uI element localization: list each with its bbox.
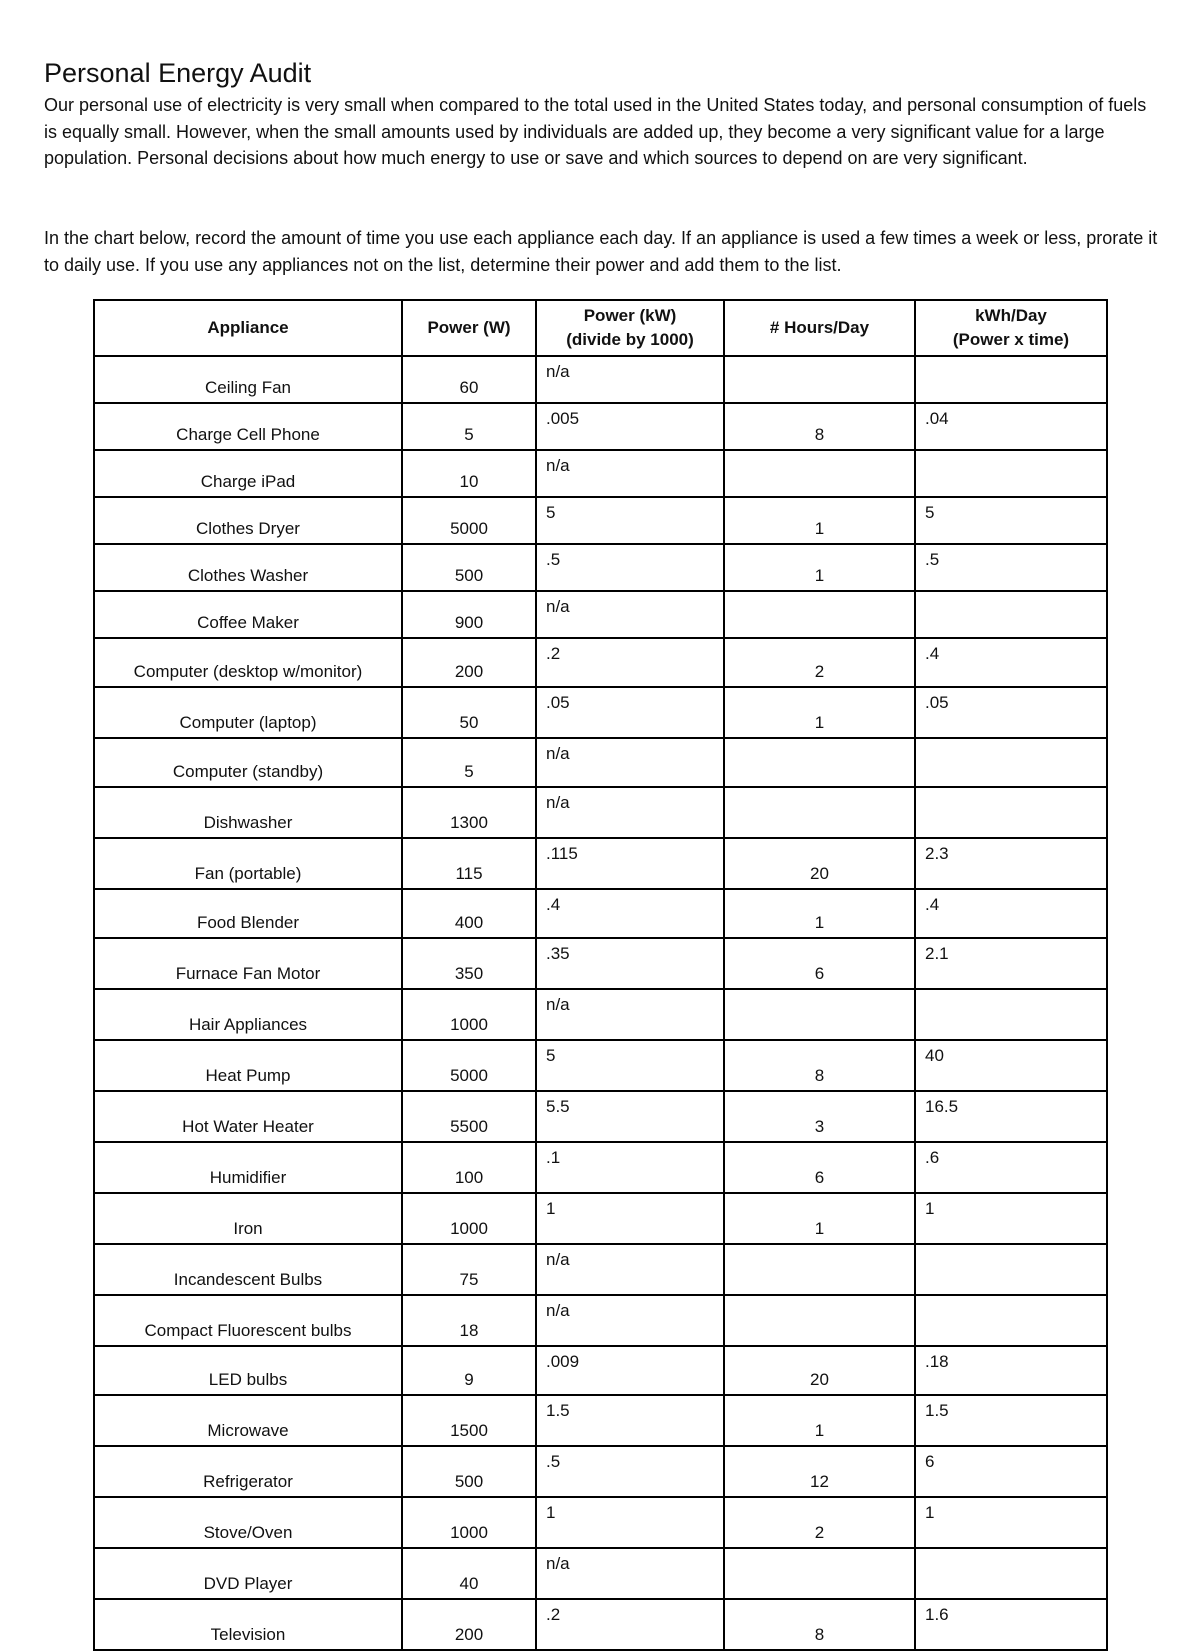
kwh-per-day-cell xyxy=(915,989,1107,1040)
appliance-cell: Charge Cell Phone xyxy=(94,403,402,450)
table-row xyxy=(94,1497,1107,1548)
appliance-cell: Furnace Fan Motor xyxy=(94,938,402,989)
power-w-cell: 115 xyxy=(402,838,536,889)
table-row xyxy=(94,738,1107,787)
hours-per-day-cell xyxy=(724,1548,915,1599)
kwh-per-day-cell: 5 xyxy=(915,497,1107,544)
table-row xyxy=(94,450,1107,497)
hours-per-day-cell: 1 xyxy=(724,544,915,591)
intro-paragraph: Our personal use of electricity is very small when compared to the total used in the United States today, and personal consumption of fuels is equally small. However, when the small amounts used by individuals are added up, they become a very significant value for a large population. Personal decisions about how much energy to use or save and which sources to depend on are very significant. xyxy=(44,95,1147,168)
kwh-per-day-cell: 6 xyxy=(915,1446,1107,1497)
power-kw-cell: 1 xyxy=(536,1193,724,1244)
kwh-per-day-cell: 40 xyxy=(915,1040,1107,1091)
hours-per-day-cell: 1 xyxy=(724,687,915,738)
power-kw-cell: n/a xyxy=(536,787,724,838)
kwh-per-day-cell: 1.6 xyxy=(915,1599,1107,1650)
kwh-per-day-cell: 1.5 xyxy=(915,1395,1107,1446)
power-w-cell: 1300 xyxy=(402,787,536,838)
appliance-cell: Fan (portable) xyxy=(94,838,402,889)
power-w-cell: 5000 xyxy=(402,497,536,544)
power-kw-cell: .115 xyxy=(536,838,724,889)
kwh-per-day-cell: 2.3 xyxy=(915,838,1107,889)
power-w-cell: 60 xyxy=(402,356,536,403)
power-kw-cell: n/a xyxy=(536,591,724,638)
kwh-per-day-cell: .4 xyxy=(915,889,1107,938)
header-power-kw xyxy=(536,300,724,356)
header-power-w: Power (W) xyxy=(402,300,536,356)
appliance-cell: Refrigerator xyxy=(94,1446,402,1497)
power-w-cell: 9 xyxy=(402,1346,536,1395)
header-appliance: Appliance xyxy=(94,300,402,356)
table-row xyxy=(94,787,1107,838)
power-w-cell: 100 xyxy=(402,1142,536,1193)
hours-per-day-cell: 20 xyxy=(724,1346,915,1395)
kwh-per-day-cell: 16.5 xyxy=(915,1091,1107,1142)
power-kw-cell: n/a xyxy=(536,989,724,1040)
appliance-cell: Television xyxy=(94,1599,402,1650)
appliance-cell: DVD Player xyxy=(94,1548,402,1599)
power-kw-cell: 5 xyxy=(536,497,724,544)
power-kw-cell: .2 xyxy=(536,638,724,687)
kwh-per-day-cell: .4 xyxy=(915,638,1107,687)
hours-per-day-cell: 6 xyxy=(724,1142,915,1193)
kwh-per-day-cell: 2.1 xyxy=(915,938,1107,989)
hours-per-day-cell: 1 xyxy=(724,1193,915,1244)
table-body xyxy=(94,356,1107,1650)
hours-per-day-cell xyxy=(724,450,915,497)
power-kw-cell: .1 xyxy=(536,1142,724,1193)
table-row xyxy=(94,1599,1107,1650)
table-row xyxy=(94,838,1107,889)
kwh-per-day-cell xyxy=(915,1295,1107,1346)
power-kw-cell: .05 xyxy=(536,687,724,738)
power-w-cell: 500 xyxy=(402,544,536,591)
table-row xyxy=(94,1446,1107,1497)
kwh-per-day-cell xyxy=(915,787,1107,838)
power-w-cell: 350 xyxy=(402,938,536,989)
table-row xyxy=(94,1142,1107,1193)
appliance-cell: Food Blender xyxy=(94,889,402,938)
hours-per-day-cell: 20 xyxy=(724,838,915,889)
power-w-cell: 1000 xyxy=(402,989,536,1040)
power-w-cell: 75 xyxy=(402,1244,536,1295)
table-row xyxy=(94,687,1107,738)
power-kw-cell: n/a xyxy=(536,450,724,497)
appliance-cell: Stove/Oven xyxy=(94,1497,402,1548)
power-kw-cell: n/a xyxy=(536,1295,724,1346)
appliance-cell: Coffee Maker xyxy=(94,591,402,638)
power-w-cell: 18 xyxy=(402,1295,536,1346)
power-w-cell: 900 xyxy=(402,591,536,638)
power-kw-cell: 1.5 xyxy=(536,1395,724,1446)
table-row xyxy=(94,1193,1107,1244)
hours-per-day-cell: 1 xyxy=(724,889,915,938)
hours-per-day-cell xyxy=(724,591,915,638)
appliance-cell: Heat Pump xyxy=(94,1040,402,1091)
power-kw-cell: 1 xyxy=(536,1497,724,1548)
appliance-cell: Computer (desktop w/monitor) xyxy=(94,638,402,687)
appliance-cell: Humidifier xyxy=(94,1142,402,1193)
appliance-cell: Microwave xyxy=(94,1395,402,1446)
power-w-cell: 500 xyxy=(402,1446,536,1497)
power-w-cell: 200 xyxy=(402,638,536,687)
kwh-per-day-cell xyxy=(915,738,1107,787)
power-w-cell: 1000 xyxy=(402,1497,536,1548)
header-power-kw-line2: (divide by 1000) xyxy=(566,330,694,349)
kwh-per-day-cell: .5 xyxy=(915,544,1107,591)
hours-per-day-cell: 8 xyxy=(724,1040,915,1091)
appliance-cell: Iron xyxy=(94,1193,402,1244)
table-row xyxy=(94,989,1107,1040)
kwh-per-day-cell xyxy=(915,450,1107,497)
power-kw-cell: .009 xyxy=(536,1346,724,1395)
table-row xyxy=(94,1395,1107,1446)
kwh-per-day-cell: .6 xyxy=(915,1142,1107,1193)
table-row xyxy=(94,1091,1107,1142)
hours-per-day-cell: 3 xyxy=(724,1091,915,1142)
appliance-cell: Charge iPad xyxy=(94,450,402,497)
table-row xyxy=(94,638,1107,687)
hours-per-day-cell xyxy=(724,1295,915,1346)
power-w-cell: 5 xyxy=(402,403,536,450)
table-row xyxy=(94,1244,1107,1295)
power-w-cell: 200 xyxy=(402,1599,536,1650)
table-row xyxy=(94,1295,1107,1346)
header-kwh-line1: kWh/Day xyxy=(975,306,1047,325)
kwh-per-day-cell xyxy=(915,356,1107,403)
power-w-cell: 1500 xyxy=(402,1395,536,1446)
power-w-cell: 50 xyxy=(402,687,536,738)
power-kw-cell: .5 xyxy=(536,1446,724,1497)
appliance-cell: Hot Water Heater xyxy=(94,1091,402,1142)
page-title: Personal Energy Audit xyxy=(44,58,312,88)
table-row xyxy=(94,1040,1107,1091)
table-row xyxy=(94,591,1107,638)
power-w-cell: 5500 xyxy=(402,1091,536,1142)
kwh-per-day-cell xyxy=(915,591,1107,638)
appliance-cell: Incandescent Bulbs xyxy=(94,1244,402,1295)
hours-per-day-cell xyxy=(724,356,915,403)
hours-per-day-cell: 1 xyxy=(724,497,915,544)
appliance-cell: Computer (laptop) xyxy=(94,687,402,738)
power-kw-cell: .5 xyxy=(536,544,724,591)
appliance-cell: LED bulbs xyxy=(94,1346,402,1395)
header-kwh-line2: (Power x time) xyxy=(952,330,1070,349)
hours-per-day-cell: 1 xyxy=(724,1395,915,1446)
table-header-row xyxy=(94,300,1107,356)
power-kw-cell: 5.5 xyxy=(536,1091,724,1142)
kwh-per-day-cell: 1 xyxy=(915,1193,1107,1244)
power-kw-cell: .2 xyxy=(536,1599,724,1650)
hours-per-day-cell xyxy=(724,738,915,787)
appliance-cell: Hair Appliances xyxy=(94,989,402,1040)
power-w-cell: 10 xyxy=(402,450,536,497)
power-kw-cell: n/a xyxy=(536,738,724,787)
table-row xyxy=(94,1548,1107,1599)
table-row xyxy=(94,1346,1107,1395)
hours-per-day-cell: 2 xyxy=(724,1497,915,1548)
power-kw-cell: 5 xyxy=(536,1040,724,1091)
table-row xyxy=(94,938,1107,989)
hours-per-day-cell xyxy=(724,1244,915,1295)
table-row xyxy=(94,889,1107,938)
hours-per-day-cell: 2 xyxy=(724,638,915,687)
instructions-paragraph: In the chart below, record the amount of time you use each appliance each day. If an appliance is used a few times a week or less, prorate it to daily use. If you use any appliances not on the list, determine their power and add them to the list. xyxy=(44,228,1158,275)
hours-per-day-cell xyxy=(724,989,915,1040)
energy-audit-table xyxy=(93,299,1108,1651)
hours-per-day-cell: 6 xyxy=(724,938,915,989)
kwh-per-day-cell: .05 xyxy=(915,687,1107,738)
appliance-cell: Compact Fluorescent bulbs xyxy=(94,1295,402,1346)
table-row xyxy=(94,356,1107,403)
kwh-per-day-cell: .04 xyxy=(915,403,1107,450)
header-power-kw-line1: Power (kW) xyxy=(583,306,677,325)
hours-per-day-cell: 8 xyxy=(724,403,915,450)
kwh-per-day-cell: 1 xyxy=(915,1497,1107,1548)
kwh-per-day-cell xyxy=(915,1244,1107,1295)
appliance-cell: Ceiling Fan xyxy=(94,356,402,403)
appliance-cell: Clothes Washer xyxy=(94,544,402,591)
power-kw-cell: .005 xyxy=(536,403,724,450)
hours-per-day-cell: 8 xyxy=(724,1599,915,1650)
power-w-cell: 400 xyxy=(402,889,536,938)
table-row xyxy=(94,497,1107,544)
kwh-per-day-cell xyxy=(915,1548,1107,1599)
table-row xyxy=(94,403,1107,450)
power-kw-cell: n/a xyxy=(536,1244,724,1295)
table-row xyxy=(94,544,1107,591)
power-w-cell: 1000 xyxy=(402,1193,536,1244)
appliance-cell: Dishwasher xyxy=(94,787,402,838)
power-kw-cell: .35 xyxy=(536,938,724,989)
power-kw-cell: .4 xyxy=(536,889,724,938)
header-hours: # Hours/Day xyxy=(724,300,915,356)
power-w-cell: 5000 xyxy=(402,1040,536,1091)
power-kw-cell: n/a xyxy=(536,356,724,403)
hours-per-day-cell xyxy=(724,787,915,838)
header-kwh xyxy=(915,300,1107,356)
appliance-cell: Computer (standby) xyxy=(94,738,402,787)
power-w-cell: 40 xyxy=(402,1548,536,1599)
hours-per-day-cell: 12 xyxy=(724,1446,915,1497)
appliance-cell: Clothes Dryer xyxy=(94,497,402,544)
power-w-cell: 5 xyxy=(402,738,536,787)
kwh-per-day-cell: .18 xyxy=(915,1346,1107,1395)
power-kw-cell: n/a xyxy=(536,1548,724,1599)
